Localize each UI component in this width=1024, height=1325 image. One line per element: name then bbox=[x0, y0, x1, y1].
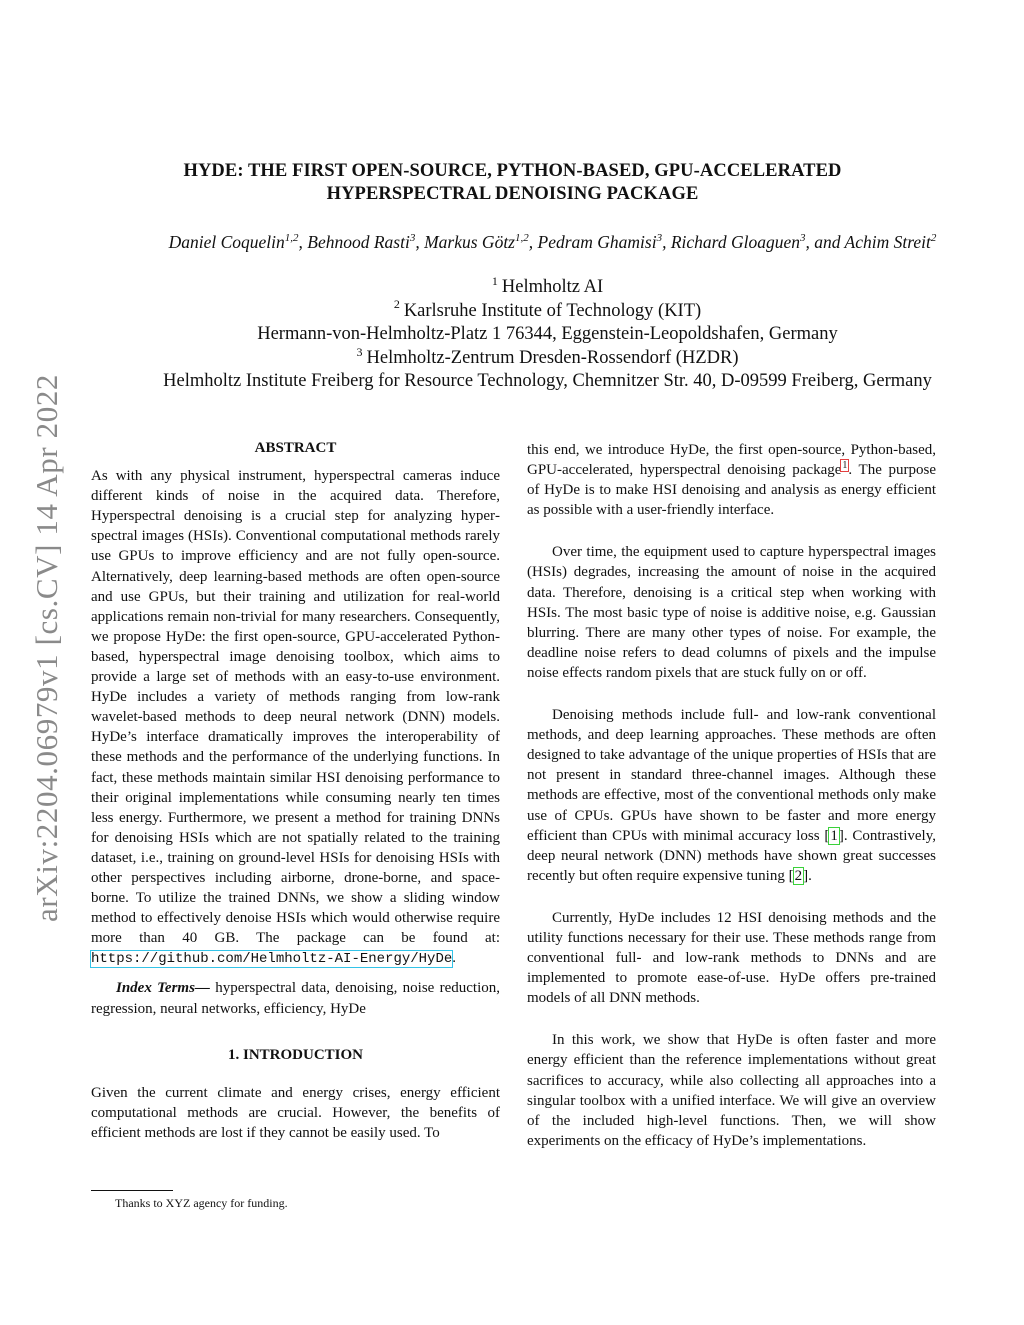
index-terms bbox=[91, 978, 500, 1018]
author-separator: , bbox=[415, 232, 425, 252]
author-affiliation-mark: 1,2 bbox=[515, 232, 529, 245]
abstract-end: . bbox=[452, 950, 457, 967]
package-url-link[interactable]: https://github.com/Helmholtz-AI-Energy/HyDe bbox=[91, 951, 453, 968]
affiliation-text: Helmholtz-Zentrum Dresden-Rossendorf (HZDR) bbox=[366, 347, 739, 368]
affiliation-mark: 3 bbox=[356, 344, 363, 359]
title-line-1: HYDE: THE FIRST OPEN-SOURCE, PYTHON-BASED, GPU-ACCELERATED bbox=[183, 161, 842, 181]
affiliation-line bbox=[60, 273, 1024, 300]
author-name: Markus Götz bbox=[424, 232, 515, 252]
arxiv-stamp-text: arXiv:2204.06979v1 [cs.CV] 14 Apr 2022 bbox=[29, 373, 64, 923]
affiliation-line bbox=[60, 370, 1024, 394]
author-affiliation-mark: 1,2 bbox=[284, 232, 299, 245]
intro-p1-text-end: . The purpose of HyDe is to make HSI denoising and analysis as energy efficient as possible with a user-friendly interface. bbox=[527, 462, 936, 519]
author-separator: , bbox=[662, 232, 671, 252]
author-affiliation-mark: 3 bbox=[409, 232, 416, 245]
citation-link-1[interactable]: 1 bbox=[830, 827, 838, 844]
affiliation-line bbox=[60, 344, 1024, 371]
intro-p3-text-end: ]. bbox=[803, 867, 812, 884]
abstract-text: As with any physical instrument, hyperspectral cameras induce different kinds of noise in the acquired data. Therefore, Hyperspectral denoising is a crucial step for analyzing hyperspectral images (HSIs). Conventional computational methods rarely use GPUs to improve efficiency and are not fully open-source. Alternatively, deep learning-based methods are often open-source and use GPUs, but their training and utilization for real-world applications remain non-trivial for many researchers. Consequently, we propose HyDe: the first open-source, GPU-accelerated Python-based, hyperspectral image denoising toolbox, which aims to provide a large set of methods with an easy-to-use environment. HyDe includes a variety of methods ranging from low-rank wavelet-based methods to deep neural network (DNN) models. HyDe’s interface dramatically improves the interoperability of these methods and the performance of the underlying functions. In fact, these methods maintain similar HSI denoising performance to their original implementations while consuming nearly ten times less energy. Furthermore, we present a method for training DNNs for denoising HSIs which are not spatially related to the training dataset, i.e., training on ground-level HSIs for denoising HSIs with other perspectives including airborne, drone-borne, and space-borne. To utilize the trained DNNs, we show a sliding window method to effectively denoise HSIs which would otherwise require more than 40 GB. The package can be found at: bbox=[91, 468, 500, 947]
abstract-body bbox=[91, 466, 500, 969]
right-column bbox=[527, 440, 936, 1151]
footnote-rule bbox=[91, 1190, 173, 1191]
intro-paragraph-2: Over time, the equipment used to capture hyperspectral images (HSIs) degrades, increasing the amount of noise in the acquired data. Therefore, denoising is a critical step when working with HSIs. The most basic type of noise is additive noise, e.g. Gaussian blurring. There are many other types of noise. For example, the deadline noise refers to dead columns of pixels and the impulse noise effects random pixels that are stuck fully on or off. bbox=[527, 544, 936, 681]
intro-paragraph-1: Given the current climate and energy crises, energy efficient computational methods are crucial. However, the benefits of efficient methods are lost if they cannot be easily used. To bbox=[91, 1084, 500, 1141]
index-terms-label: Index Terms— bbox=[116, 980, 210, 997]
intro-paragraph-1-continued bbox=[527, 440, 936, 520]
intro-paragraph-5: In this work, we show that HyDe is often faster and more energy efficient than the reference implementations without great sacrifices to accuracy, while also collecting all approaches into a singular toolbox with a unified interface. We will give an overview of the included high-level functions. Then, we will show experiments on the efficacy of HyDe’s implementations. bbox=[527, 1032, 936, 1149]
footnote-link[interactable]: 1 bbox=[842, 460, 848, 472]
affiliation-text: Helmholtz AI bbox=[501, 277, 604, 297]
index-terms-text: hyperspectral data, denoising, noise reduction, regression, neural networks, efficiency, HyDe bbox=[91, 980, 501, 1017]
citation-link-2[interactable]: 2 bbox=[794, 867, 803, 884]
abstract-heading: ABSTRACT bbox=[254, 440, 337, 456]
affiliation-mark: 1 bbox=[491, 273, 498, 288]
affiliation-text: Karlsruhe Institute of Technology (KIT) bbox=[403, 300, 702, 321]
affiliation-block bbox=[60, 273, 1024, 394]
intro-p3-text: Denoising methods include full- and low-rank conventional methods, and deep learning approaches. These methods are often designed to take advantage of the unique properties of HSIs that are not present in standard three-channel images. Although these methods are effective, most of the conventional methods only make use of CPUs. GPUs have shown to be faster and more energy efficient than CPUs with minimal accuracy loss [ bbox=[527, 707, 936, 844]
author-name: Daniel Coquelin bbox=[168, 232, 285, 252]
author-separator: , bbox=[298, 232, 308, 252]
author-name: Richard Gloaguen bbox=[670, 232, 800, 252]
footnote: Thanks to XYZ agency for funding. bbox=[115, 1196, 288, 1210]
author-name: Achim Streit bbox=[844, 232, 931, 252]
left-column bbox=[91, 438, 500, 1143]
affiliation-text: Helmholtz Institute Freiberg for Resource Technology, Chemnitzer Str. 40, D-09599 Freiberg, Germany bbox=[163, 371, 932, 392]
affiliation-line bbox=[60, 297, 1024, 324]
affiliation-mark: 2 bbox=[393, 297, 400, 312]
intro-paragraph-4: Currently, HyDe includes 12 HSI denoising methods and the utility functions necessary for their use. These methods range from conventional full- and low-rank methods to DNNs and are implemented to promote ease-of-use. HyDe offers pre-trained models of all DNN methods. bbox=[527, 909, 936, 1007]
affiliation-line bbox=[60, 323, 1024, 347]
author-name: Behnood Rasti bbox=[307, 232, 410, 252]
author-affiliation-mark: 3 bbox=[656, 232, 663, 245]
author-separator: , bbox=[528, 232, 538, 252]
author-separator: , and bbox=[805, 232, 845, 252]
author-affiliation-mark: 2 bbox=[930, 232, 937, 245]
affiliation-text: Hermann-von-Helmholtz-Platz 1 76344, Eggenstein-Leopoldshafen, Germany bbox=[257, 324, 838, 345]
author-affiliation-mark: 3 bbox=[799, 232, 806, 245]
intro-p3-text-mid: ]. Contrastively, deep neural network (DNN) methods have shown great successes recently but often require expensive tuning [ bbox=[527, 827, 936, 884]
intro-p1-text: this end, we introduce HyDe, the first open-source, Python-based, GPU-accelerated, hyperspectral denoising package bbox=[527, 442, 936, 479]
author-list bbox=[60, 230, 1024, 254]
intro-paragraph-3 bbox=[527, 705, 936, 886]
title-line-2: HYPERSPECTRAL DENOISING PACKAGE bbox=[326, 184, 699, 204]
author-name: Pedram Ghamisi bbox=[537, 232, 657, 252]
paper-title bbox=[90, 160, 935, 206]
introduction-heading: 1. INTRODUCTION bbox=[227, 1046, 363, 1063]
